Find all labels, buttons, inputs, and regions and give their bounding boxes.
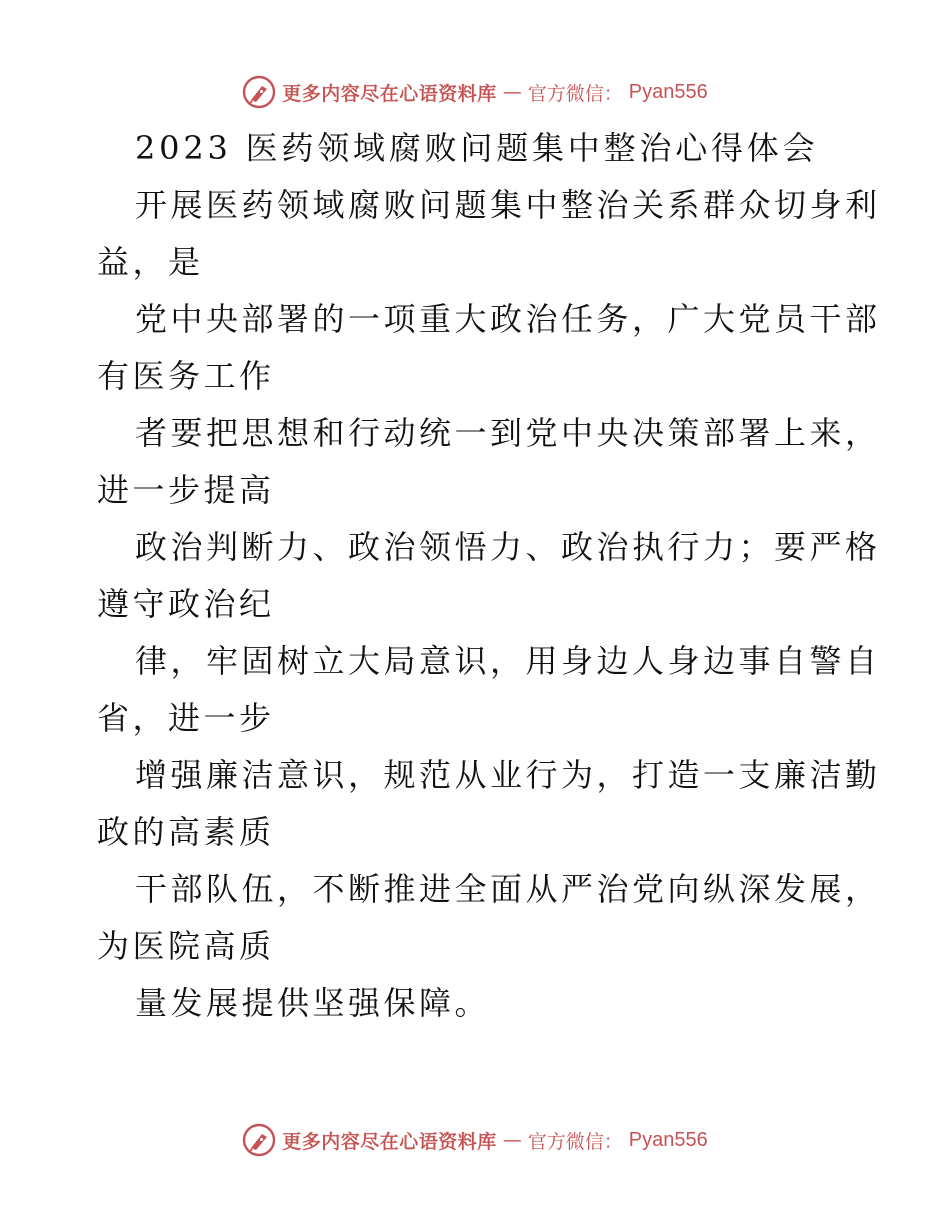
header-banner-wechat-id: Pyan556 bbox=[628, 80, 708, 103]
footer-watermark-banner bbox=[0, 1118, 950, 1162]
paragraph-line: 进一步提高 bbox=[97, 471, 275, 509]
document-body bbox=[97, 120, 881, 1032]
footer-banner-content bbox=[242, 1123, 708, 1157]
paragraph-line: 政治判断力、政治领悟力、政治执行力；要严格 bbox=[135, 528, 881, 566]
paragraph-line: 量发展提供坚强保障。 bbox=[135, 984, 491, 1022]
footer-banner-separator: — bbox=[502, 1129, 522, 1151]
paragraph-line: 增强廉洁意识，规范从业行为，打造一支廉洁勤 bbox=[135, 756, 881, 794]
header-watermark-banner bbox=[0, 70, 950, 114]
paragraph-line: 益，是 bbox=[97, 243, 204, 281]
footer-banner-label: 官方微信： bbox=[527, 1130, 623, 1153]
paragraph-line: 者要把思想和行动统一到党中央决策部署上来， bbox=[135, 414, 881, 452]
document-title: 2023 医药领域腐败问题集中整治心得体会 bbox=[135, 129, 819, 167]
footer-banner-wechat-id: Pyan556 bbox=[628, 1128, 708, 1151]
paragraph-line: 政的高素质 bbox=[97, 813, 275, 851]
header-banner-label: 官方微信： bbox=[527, 82, 623, 105]
paragraph-line: 律，牢固树立大局意识，用身边人身边事自警自 bbox=[135, 642, 881, 680]
paragraph-line: 遵守政治纪 bbox=[97, 585, 275, 623]
paragraph-line: 省，进一步 bbox=[97, 699, 275, 737]
header-banner-main-text: 更多内容尽在心语资料库 bbox=[282, 82, 497, 105]
header-banner-separator: — bbox=[502, 81, 522, 103]
footer-banner-main-text: 更多内容尽在心语资料库 bbox=[282, 1130, 497, 1153]
paragraph-line: 干部队伍，不断推进全面从严治党向纵深发展， bbox=[135, 870, 881, 908]
paragraph-line: 为医院高质 bbox=[97, 927, 275, 965]
header-banner-content bbox=[242, 75, 708, 109]
pen-nib-logo-icon bbox=[242, 75, 276, 109]
paragraph-line: 党中央部署的一项重大政治任务，广大党员干部 bbox=[135, 300, 881, 338]
pen-nib-logo-icon bbox=[242, 1123, 276, 1157]
paragraph-line: 开展医药领域腐败问题集中整治关系群众切身利 bbox=[135, 186, 881, 224]
paragraph-line: 有医务工作 bbox=[97, 357, 275, 395]
